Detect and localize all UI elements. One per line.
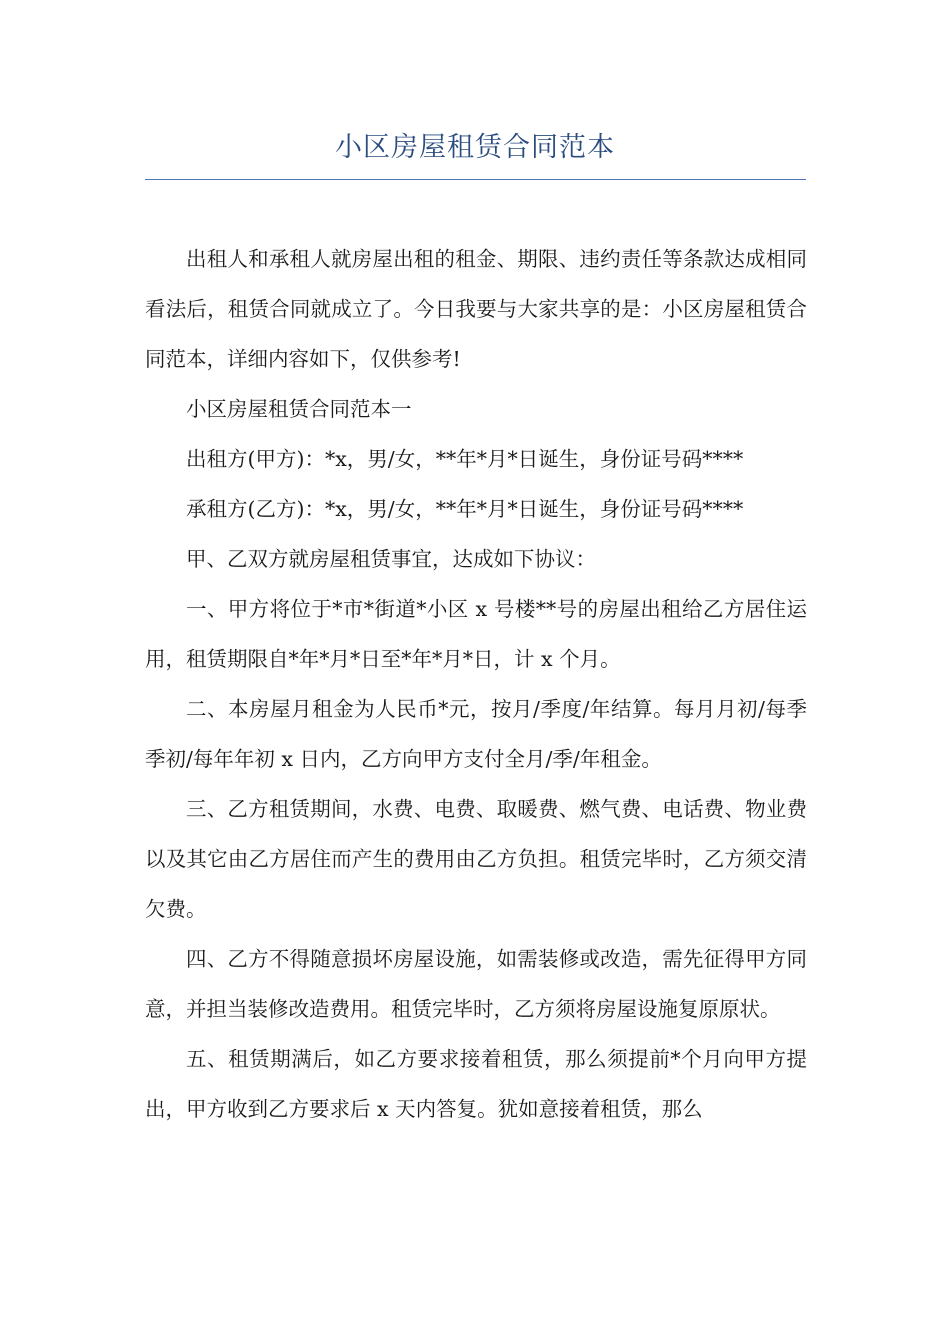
paragraph-clause-4: 四、乙方不得随意损坏房屋设施，如需装修或改造，需先征得甲方同意，并担当装修改造费用。租赁完毕时，乙方须将房屋设施复原原状。 (145, 947, 807, 1021)
paragraph-clause-2: 二、本房屋月租金为人民币*元，按月/季度/年结算。每月月初/每季季初/每年年初 x 日内，乙方向甲方支付全月/季/年租金。 (145, 697, 807, 771)
paragraph-lessor: 出租方(甲方)：*x，男/女，**年*月*日诞生，身份证号码**** (186, 447, 744, 471)
paragraph-agreement: 甲、乙双方就房屋租赁事宜，达成如下协议： (186, 547, 596, 571)
paragraph-section-heading: 小区房屋租赁合同范本一 (186, 397, 412, 421)
paragraph-clause-1: 一、甲方将位于*市*街道*小区 x 号楼**号的房屋出租给乙方居住运用，租赁期限自*年*月*日至*年*月*日，计 x 个月。 (145, 597, 807, 671)
document-title: 小区房屋租赁合同范本 (335, 132, 615, 163)
paragraph-lessee: 承租方(乙方)：*x，男/女，**年*月*日诞生，身份证号码**** (186, 497, 744, 521)
paragraph-clause-5: 五、租赁期满后，如乙方要求接着租赁，那么须提前*个月向甲方提出，甲方收到乙方要求后 x 天内答复。犹如意接着租赁，那么 (145, 1047, 807, 1121)
paragraph-intro: 出租人和承租人就房屋出租的租金、期限、违约责任等条款达成相同看法后，租赁合同就成立了。今日我要与大家共享的是：小区房屋租赁合同范本，详细内容如下，仅供参考! (145, 247, 807, 371)
title-underline (145, 179, 806, 180)
document-body (145, 234, 807, 1134)
paragraph-clause-3: 三、乙方租赁期间，水费、电费、取暖费、燃气费、电话费、物业费以及其它由乙方居住而产生的费用由乙方负担。租赁完毕时，乙方须交清欠费。 (145, 797, 807, 921)
